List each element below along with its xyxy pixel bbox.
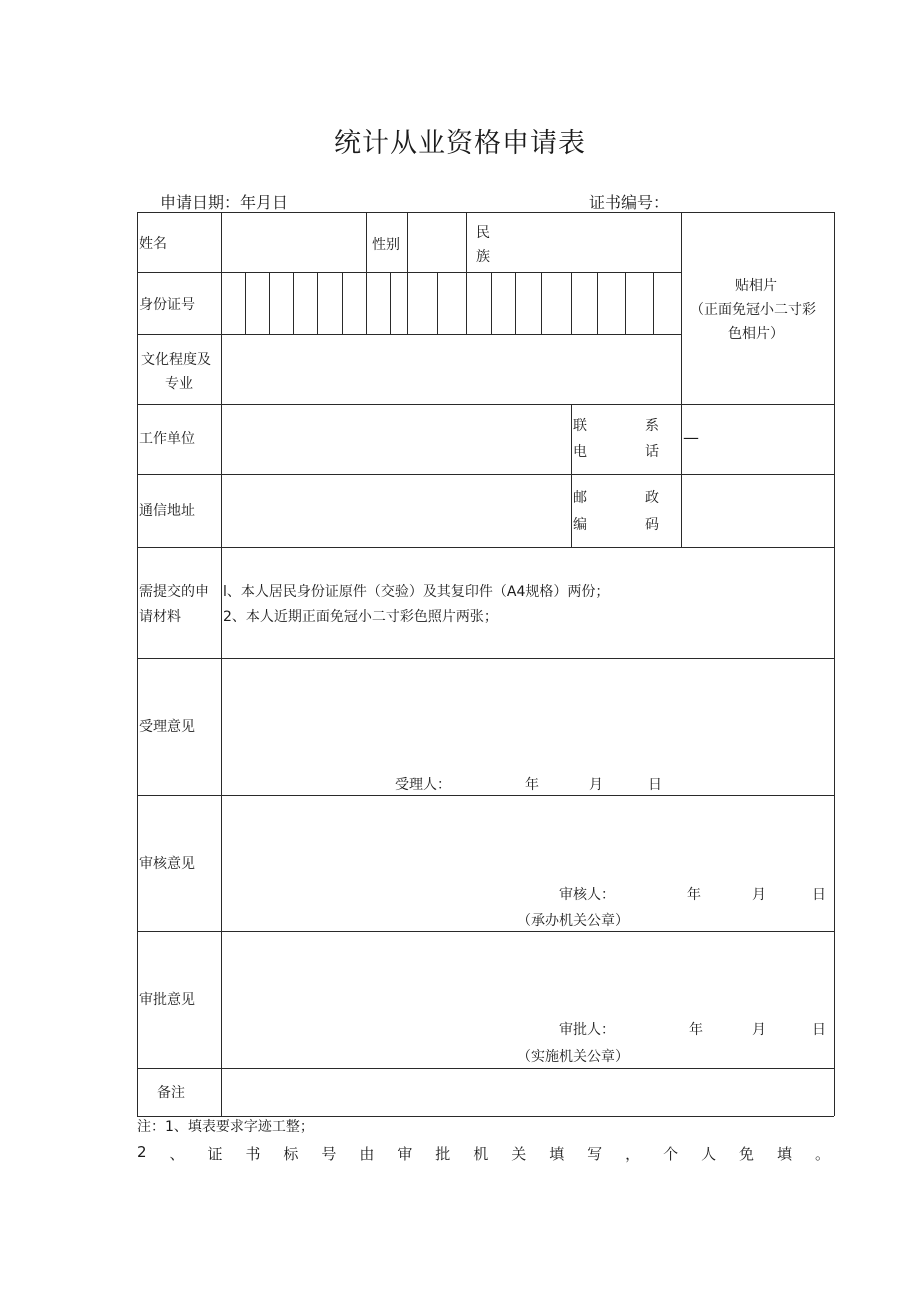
note-char: 机: [473, 1145, 489, 1163]
note-char: ，: [625, 1145, 641, 1163]
photo-spec-line1: （正面免冠小二寸彩: [690, 302, 816, 318]
phone-label-2b: 话: [645, 444, 659, 460]
education-label-1: 文化程度及: [141, 352, 211, 368]
approval-day: 日: [812, 1022, 826, 1038]
approval-year: 年: [689, 1022, 703, 1038]
note-char: 批: [435, 1145, 451, 1163]
materials-label-1: 需提交的申: [139, 584, 209, 600]
phone-value: —: [683, 428, 699, 447]
approval-month: 月: [752, 1022, 766, 1038]
acceptance-month: 月: [589, 777, 603, 793]
postal-label-2b: 码: [645, 517, 659, 533]
approval-seal-label: （实施机关公章）: [517, 1049, 629, 1065]
review-seal-label: （承办机关公章）: [517, 913, 629, 929]
form-title: 统计从业资格申请表: [334, 128, 586, 159]
note-char: 写: [587, 1145, 603, 1163]
materials-label-2: 请材料: [139, 609, 181, 625]
note-char: 由: [359, 1145, 375, 1163]
remarks-field[interactable]: [223, 1070, 833, 1115]
cert-number-label: 证书编号：: [589, 193, 670, 212]
note-char: 审: [397, 1145, 413, 1163]
acceptance-year: 年: [525, 777, 539, 793]
phone-label-1a: 联: [573, 418, 587, 434]
photo-spec-line2: 色相片）: [728, 326, 784, 342]
review-label: 审核意见: [139, 856, 195, 872]
review-person-label: 审核人：: [559, 887, 615, 903]
photo-label: 贴相片: [735, 278, 777, 294]
ethnic-field[interactable]: [495, 214, 680, 271]
apply-date-label: 申请日期：年月日: [160, 193, 289, 212]
education-field[interactable]: [223, 336, 680, 403]
note-line-1: 注：1、填表要求字迹工整；: [137, 1119, 314, 1135]
approval-opinion-field[interactable]: [223, 933, 833, 1013]
postal-code-field[interactable]: [683, 476, 833, 546]
note-char: 标: [283, 1145, 299, 1163]
note-char: 号: [321, 1145, 337, 1163]
note-char: 填: [549, 1145, 565, 1163]
approval-person-label: 审批人：: [559, 1022, 615, 1038]
note-char: 个: [663, 1145, 679, 1163]
note-char: 免: [739, 1145, 755, 1163]
note-char: 填: [777, 1145, 793, 1163]
materials-item-2: 2、本人近期正面免冠小二寸彩色照片两张；: [223, 609, 498, 625]
postal-label-2a: 编: [573, 517, 587, 533]
id-number-field[interactable]: [223, 274, 680, 333]
review-year: 年: [687, 887, 701, 903]
name-label: 姓名: [139, 236, 167, 252]
note-char: 书: [245, 1145, 261, 1163]
ethnic-label-1: 民: [476, 225, 490, 241]
acceptance-day: 日: [648, 777, 662, 793]
note-line-2: [137, 1143, 830, 1164]
note-char: 2: [137, 1143, 147, 1161]
postal-label-1b: 政: [645, 490, 659, 506]
id-number-label: 身份证号: [139, 297, 195, 313]
note-char: 人: [701, 1145, 717, 1163]
employer-label: 工作单位: [139, 431, 195, 447]
acceptance-label: 受理意见: [139, 719, 195, 735]
ethnic-label-2: 族: [476, 249, 490, 265]
phone-label-2a: 电: [573, 444, 587, 460]
review-opinion-field[interactable]: [223, 797, 833, 877]
address-label: 通信地址: [139, 503, 195, 519]
remarks-label: 备注: [157, 1085, 185, 1101]
postal-label-1a: 邮: [573, 490, 587, 506]
materials-item-1: l、本人居民身份证原件（交验）及其复印件（A4规格）两份；: [223, 584, 610, 600]
acceptance-opinion-field[interactable]: [223, 660, 833, 770]
approval-label: 审批意见: [139, 992, 195, 1008]
note-char: 证: [207, 1145, 223, 1163]
phone-field[interactable]: [683, 406, 833, 473]
address-field[interactable]: [223, 476, 570, 546]
review-month: 月: [752, 887, 766, 903]
education-label-2: 专业: [165, 376, 193, 392]
phone-label-1b: 系: [645, 418, 659, 434]
gender-label: 性别: [372, 237, 400, 253]
acceptance-person-label: 受理人：: [395, 777, 451, 793]
note-char: 。: [814, 1145, 830, 1163]
name-field[interactable]: [223, 214, 365, 271]
gender-field[interactable]: [409, 214, 465, 271]
review-day: 日: [812, 887, 826, 903]
note-char: 关: [511, 1145, 527, 1163]
note-char: 、: [169, 1145, 185, 1163]
employer-field[interactable]: [223, 406, 570, 473]
